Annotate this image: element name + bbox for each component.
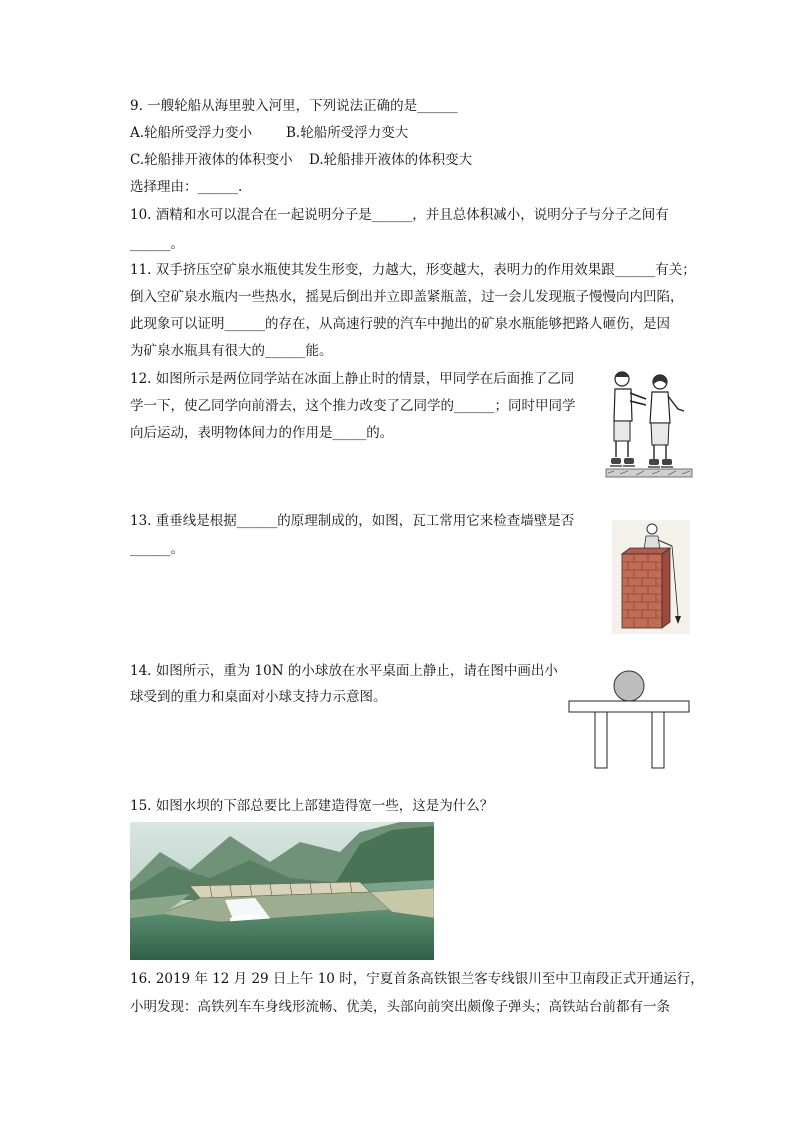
q12-line-1: 12. 如图所示是两位同学站在冰面上静止时的情景，甲同学在后面推了乙同 — [130, 371, 575, 387]
q9-stem: 9. 一艘轮船从海里驶入河里，下列说法正确的是______ — [130, 98, 458, 114]
ice-skaters-illustration — [604, 365, 694, 481]
ball-shape — [614, 671, 644, 701]
table-leg-left — [595, 712, 607, 768]
q9-option-b: B.轮船所受浮力变大 — [286, 125, 409, 141]
q11-line-3: 此现象可以证明______的存在，从高速行驶的汽车中抛出的矿泉水瓶能够把路人砸伤，是因 — [130, 316, 670, 332]
q15-line-1: 15. 如图水坝的下部总要比上部建造得宽一些，这是为什么？ — [130, 798, 494, 814]
q9-option-a: A.轮船所受浮力变小 — [130, 125, 253, 141]
q12-line-2: 学一下，使乙同学向前滑去，这个推力改变了乙同学的______；同时甲同学 — [130, 398, 576, 414]
q10-line-1: 10. 酒精和水可以混合在一起说明分子是______，并且总体积减小，说明分子与分子之间有 — [130, 207, 669, 223]
dam-illustration — [130, 822, 434, 960]
q16-line-2: 小明发现：高铁列车车身线形流畅、优美，头部向前突出颇像子弹头；高铁站台前都有一条 — [130, 999, 670, 1015]
q12-line-3: 向后运动，表明物体间力的作用是_____的。 — [130, 425, 394, 441]
q10-line-2: ______。 — [130, 236, 184, 252]
q14-line-1: 14. 如图所示，重为 10N 的小球放在水平桌面上静止，请在图中画出小 — [130, 663, 558, 679]
q11-line-1: 11. 双手挤压空矿泉水瓶使其发生形变，力越大，形变越大，表明力的作用效果跟______有关； — [130, 262, 696, 278]
ice-skaters-figure — [604, 365, 694, 481]
q9-option-c: C.轮船排开液体的体积变小 — [130, 152, 293, 168]
q14-line-2: 球受到的重力和桌面对小球支持力示意图。 — [130, 689, 387, 705]
table-top — [569, 701, 689, 712]
q11-line-4: 为矿泉水瓶具有很大的______能。 — [130, 343, 333, 359]
table-leg-right — [652, 712, 664, 768]
ball-table-diagram — [566, 668, 692, 772]
q13-line-1: 13. 重垂线是根据______的原理制成的，如图，瓦工常用它来检查墙壁是否 — [130, 513, 575, 529]
q13-line-2: ______。 — [130, 541, 184, 557]
q9-option-d: D.轮船排开液体的体积变大 — [309, 152, 473, 168]
q11-line-2: 倒入空矿泉水瓶内一些热水，摇晃后倒出并立即盖紧瓶盖，过一会儿发现瓶子慢慢向内凹陷， — [130, 289, 684, 305]
ball-on-table-figure — [566, 668, 692, 772]
plumb-line-figure — [612, 520, 690, 634]
q16-line-1: 16. 2019 年 12 月 29 日上午 10 时，宁夏首条高铁银兰客专线银川至中卫南段正式开通运行， — [130, 971, 704, 987]
q9-reason: 选择理由：______. — [130, 179, 243, 195]
dam-photo — [130, 822, 434, 960]
brick-wall-illustration — [612, 520, 690, 634]
